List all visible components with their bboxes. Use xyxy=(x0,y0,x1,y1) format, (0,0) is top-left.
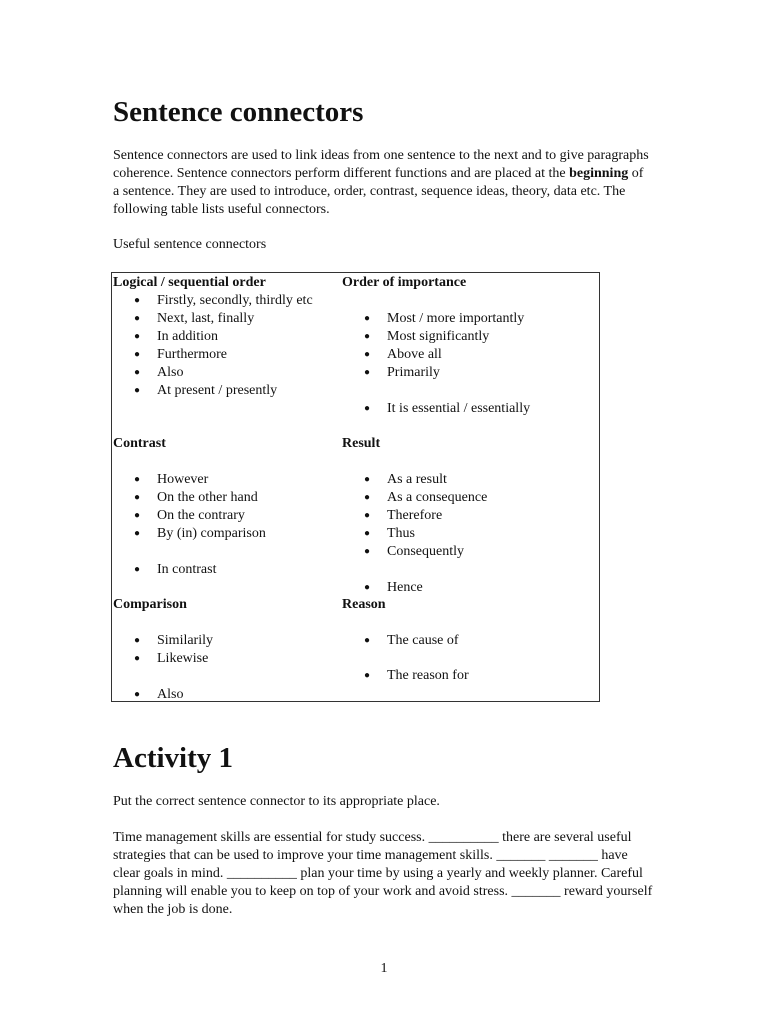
intro-text-2: of a sentence. They are used to introduce, order, contrast, sequence ideas, theory, data etc. The following table lists useful connectors. xyxy=(113,166,644,217)
bullet-icon: ● xyxy=(364,492,371,503)
bullet-icon: ● xyxy=(364,582,371,593)
heading-contrast: Contrast xyxy=(113,436,166,451)
page-title: Sentence connectors xyxy=(113,96,364,128)
bullet-icon: ● xyxy=(364,546,371,557)
bullet-icon: ● xyxy=(134,635,141,646)
bullet-icon: ● xyxy=(364,474,371,485)
bullet-icon: ● xyxy=(364,528,371,539)
bullet-icon: ● xyxy=(134,295,141,306)
heading-logical: Logical / sequential order xyxy=(113,275,266,290)
bullet-icon: ● xyxy=(134,653,141,664)
heading-result: Result xyxy=(342,436,381,451)
connectors-table: Logical / sequential order ● Firstly, secondly, thirdly etc ● Next, last, finally ● In addition ● Furthermore ● Also ● At present / presently Order of importance ● Most / more importantly ● Most significantly ● Above all ● Primarily ● It is essential / essentially Contrast ● However ● On the other hand ● On the contrary ● By (in) comparison ● In contrast Result ● As a result ● As a consequence ● Therefore ● Thus ● Consequently ● Hence Comparison ● Similarily ● Likewise ● Also Reason ● The cause of ● The reason for xyxy=(111,272,600,702)
bullet-icon: ● xyxy=(364,313,371,324)
bullet-icon: ● xyxy=(134,492,141,503)
bullet-icon: ● xyxy=(364,403,371,414)
bullet-icon: ● xyxy=(134,313,141,324)
intro-text-1: Sentence connectors are used to link ideas from one sentence to the next and to give paragraphs coherence. Sentence connectors perform different functions and are placed at the xyxy=(113,148,649,181)
bullet-icon: ● xyxy=(134,528,141,539)
bullet-icon: ● xyxy=(364,331,371,342)
intro-paragraph xyxy=(113,147,653,219)
intro-bold-word: beginning xyxy=(569,166,629,181)
bullet-icon: ● xyxy=(134,510,141,521)
bullet-icon: ● xyxy=(364,670,371,681)
bullet-icon: ● xyxy=(134,474,141,485)
activity-title: Activity 1 xyxy=(113,742,233,774)
bullet-icon: ● xyxy=(364,635,371,646)
heading-comparison: Comparison xyxy=(113,597,187,612)
bullet-icon: ● xyxy=(364,510,371,521)
bullet-icon: ● xyxy=(134,689,141,700)
bullet-icon: ● xyxy=(134,564,141,575)
bullet-icon: ● xyxy=(134,349,141,360)
bullet-icon: ● xyxy=(134,331,141,342)
page-number: 1 xyxy=(380,961,388,976)
table-caption: Useful sentence connectors xyxy=(113,237,267,252)
bullet-icon: ● xyxy=(134,385,141,396)
exercise-paragraph: Time management skills are essential for study success. __________ there are several useful strategies that can be used to improve your time management skills. _______ _______ have clear goals in mind. __________ plan your time by using a yearly and weekly planner. Careful planning will enable you to keep on top of your work and avoid stress. _______ reward yourself when the job is done. xyxy=(113,830,653,917)
bullet-icon: ● xyxy=(364,367,371,378)
activity-instruction: Put the correct sentence connector to its appropriate place. xyxy=(113,794,440,809)
bullet-icon: ● xyxy=(134,367,141,378)
bullet-icon: ● xyxy=(364,349,371,360)
heading-importance: Order of importance xyxy=(342,275,467,290)
heading-reason: Reason xyxy=(342,597,386,612)
